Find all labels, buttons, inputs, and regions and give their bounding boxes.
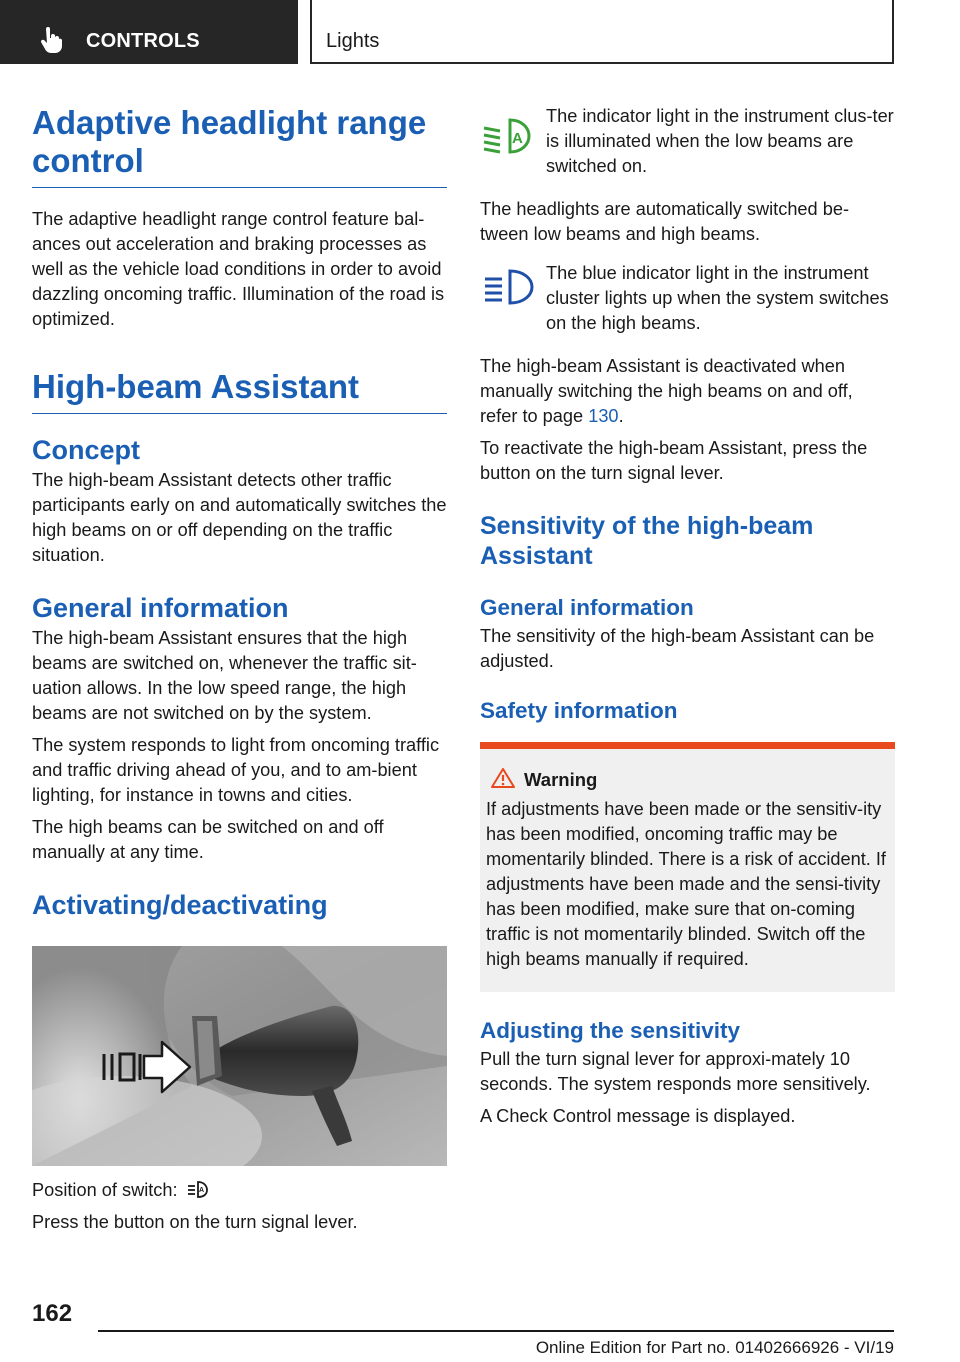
paragraph-indicator-low: The indicator light in the instrument clus‐ter is illuminated when the low beams are switched on.: [546, 106, 894, 176]
warning-title-text: Warning: [524, 769, 598, 790]
low-beam-auto-indicator-icon: [482, 116, 532, 156]
heading-high-beam-assistant: High-beam Assistant: [32, 368, 447, 414]
paragraph-adaptive: The adaptive headlight range control feature bal‐ances out acceleration and braking processes as well as the vehicle load conditions in order to avoid dazzling oncoming traffic. Illumination of the road is optimized.: [32, 209, 445, 329]
heading-adjusting-sensitivity: Adjusting the sensitivity: [480, 1018, 741, 1043]
paragraph-adjusting: Pull the turn signal lever for approxi‐mately 10 seconds. The system responds more sensitively.: [480, 1049, 871, 1094]
paragraph-general-1: The high-beam Assistant ensures that the high beams are switched on, whenever the traffic sit‐uation allows. In the low speed range, the high beams are not switched on by the system.: [32, 628, 417, 723]
warning-box: [480, 742, 895, 992]
high-beam-assistant-symbol-icon: [187, 1179, 209, 1199]
high-beam-indicator-icon: [482, 267, 536, 307]
heading-sensitivity: Sensitivity of the high-beam Assistant: [480, 512, 814, 570]
heading-safety-information: Safety information: [480, 698, 678, 723]
warning-triangle-icon: [490, 767, 516, 789]
footer-divider: [98, 1330, 894, 1332]
paragraph-press-button: Press the button on the turn signal lever.: [32, 1212, 358, 1232]
paragraph-general-3: The high beams can be switched on and off manually at any time.: [32, 817, 384, 862]
paragraph-concept: The high-beam Assistant detects other traffic participants early on and automatically switches the high beams on or off depending on the traffic situation.: [32, 470, 447, 565]
high-beam-indicator-block: [480, 261, 895, 336]
warning-title: [486, 767, 889, 793]
deactivated-text: The high-beam Assistant is deactivated when manually switching the high beams on and off, refer to page: [480, 356, 853, 426]
position-label: Position of switch:: [32, 1180, 178, 1200]
chapter-label: Lights: [326, 30, 380, 52]
paragraph-general-2: The system responds to light from oncoming traffic and traffic driving ahead of you, and to am‐bient lighting, for instance in towns and cities.: [32, 735, 440, 805]
paragraph-auto-switch: The headlights are automatically switched be‐tween low beams and high beams.: [480, 199, 849, 244]
low-beam-indicator-block: [480, 104, 895, 179]
turn-signal-lever-photo: [32, 946, 447, 1166]
left-column-caption: [32, 1178, 447, 1235]
page-number: 162: [32, 1300, 73, 1327]
heading-general-information-right: General information: [480, 595, 694, 620]
section-tab: [0, 0, 298, 64]
paragraph-deactivated: The high-beam Assistant is deactivated when manually switching the high beams on and off, refer to page 130.: [480, 356, 853, 426]
footer-edition: Online Edition for Part no. 01402666926 - VI/19: [535, 1338, 894, 1357]
heading-adaptive-headlight: Adaptive headlight range control: [32, 104, 447, 188]
svg-text:A: A: [512, 130, 523, 147]
warning-content: [480, 749, 895, 992]
paragraph-sensitivity-general: The sensitivity of the high-beam Assistant can be adjusted.: [480, 626, 875, 671]
warning-bar: [480, 742, 895, 749]
right-column: [480, 104, 895, 1129]
section-label: CONTROLS: [86, 30, 200, 52]
paragraph-position: [32, 1178, 447, 1203]
paragraph-check-control: A Check Control message is displayed.: [480, 1106, 796, 1126]
heading-concept: Concept: [32, 435, 140, 465]
warning-text: If adjustments have been made or the sensitiv‐ity has been modified, oncoming traffic may be momentarily blinded. There is a risk of accident. If adjustments have been made and the sensi‐tivity has been modified, make sure that on‐coming traffic is not momentarily blinded. Switch off the high beams manually if required.: [486, 799, 886, 969]
left-column: [32, 104, 447, 921]
heading-general-information: General information: [32, 593, 289, 623]
paragraph-indicator-high: The blue indicator light in the instrument cluster lights up when the system switches on the high beams.: [546, 263, 889, 333]
paragraph-reactivate: To reactivate the high-beam Assistant, press the button on the turn signal lever.: [480, 438, 868, 483]
hand-pointer-icon: [40, 27, 64, 53]
heading-activating: Activating/deactivating: [32, 890, 328, 920]
svg-text:A: A: [198, 1187, 204, 1194]
page-reference-link[interactable]: 130: [588, 406, 619, 426]
chapter-tab: [310, 0, 894, 64]
